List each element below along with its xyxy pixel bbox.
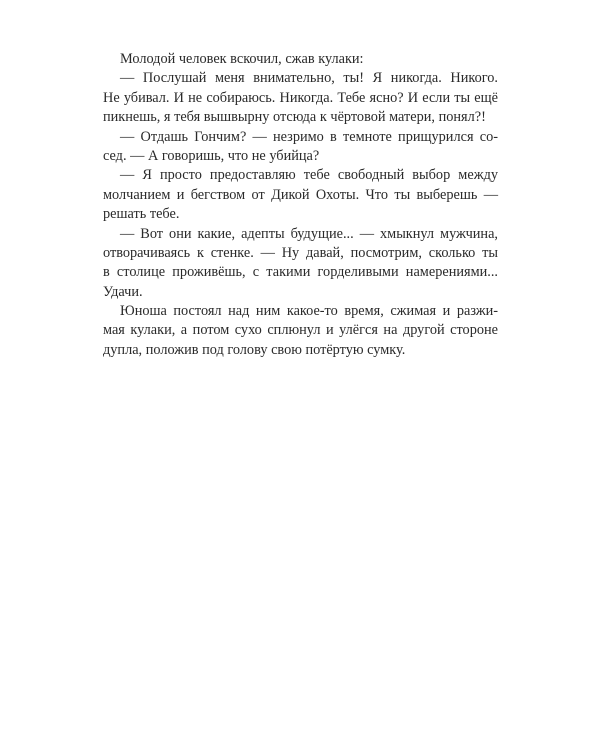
text-line: пикнешь, я тебя вышвырну отсюда к чёртовой матери, понял?!: [103, 109, 486, 126]
text-line: в столице проживёшь, с такими горделивыми намерениями...: [103, 264, 498, 281]
text-line: Молодой человек вскочил, сжав кулаки:: [120, 51, 364, 67]
body-text: [103, 50, 498, 360]
text-line: Не убивал. И не собираюсь. Никогда. Тебе ясно? И если ты ещё: [103, 89, 498, 106]
text-line: Удачи.: [103, 283, 143, 300]
text-line: — Послушай меня внимательно, ты! Я никогда. Никого.: [120, 70, 498, 87]
text-line: мая кулаки, а потом сухо сплюнул и улёгся на другой стороне: [103, 322, 498, 339]
text-line: решать тебе.: [103, 206, 180, 223]
text-line: молчанием и бегством от Дикой Охоты. Что ты выберешь —: [103, 186, 498, 203]
text-line: отворачиваясь к стенке. — Ну давай, посмотрим, сколько ты: [103, 244, 498, 261]
text-line: — Отдашь Гончим? — незримо в темноте прищурился со-: [120, 128, 498, 145]
text-line: сед. — А говоришь, что не убийца?: [103, 147, 320, 164]
text-line: дупла, положив под голову свою потёртую сумку.: [103, 341, 406, 358]
text-line: Юноша постоял над ним какое-то время, сжимая и разжи-: [120, 303, 498, 320]
text-line: — Вот они какие, адепты будущие... — хмыкнул мужчина,: [120, 225, 498, 242]
text-line: — Я просто предоставляю тебе свободный выбор между: [120, 167, 498, 184]
